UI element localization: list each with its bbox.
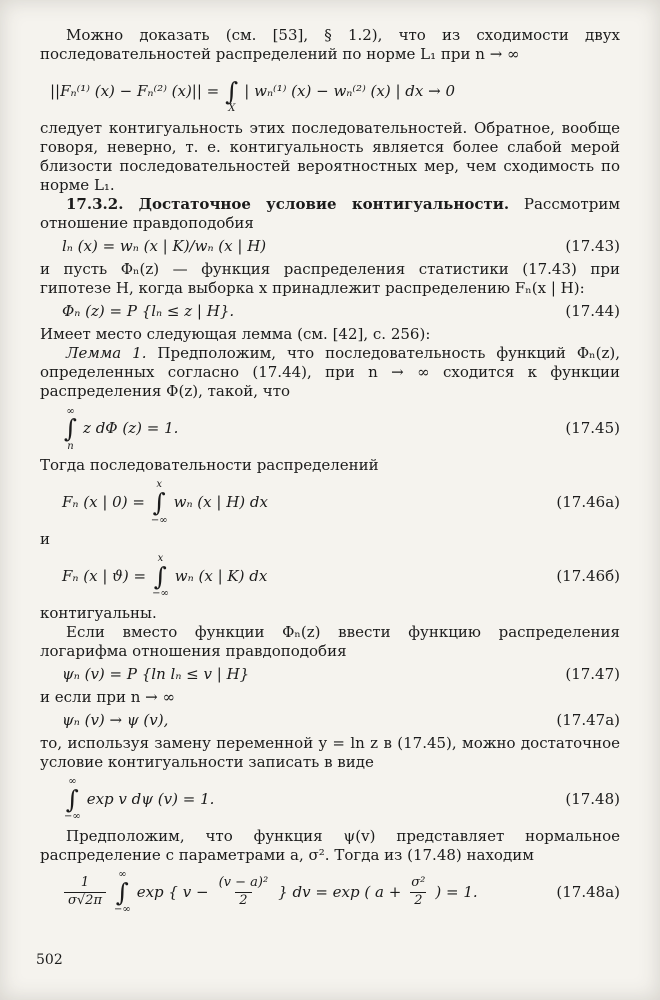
formula-17-46a [40, 479, 620, 526]
section-number-title: 17.3.2. Достаточное условие контигуальности. [66, 195, 510, 214]
integral-lower-limit: n [67, 440, 74, 452]
formula-17-47: ψₙ (v) = P {ln lₙ ≤ v | H} (17.47) [62, 664, 620, 683]
formula-lhs: Fₙ (x | ϑ) = [62, 566, 147, 585]
equation-number: (17.45) [565, 419, 620, 438]
equation-number: (17.47) [565, 664, 620, 683]
integral-lower-limit: −∞ [150, 514, 168, 526]
lemma-label: Лемма 1. [66, 344, 147, 363]
fraction-numerator: (v − a)² [218, 875, 269, 890]
paragraph-then: Тогда последовательности распределений [40, 456, 379, 475]
section-heading [40, 195, 620, 233]
formula-17-45 [40, 406, 620, 453]
formula-rhs: wₙ (x | K) dx [174, 566, 268, 585]
formula-lhs: Fₙ (x | 0) = [62, 493, 145, 512]
equation-number: (17.46б) [556, 566, 620, 585]
formula-17-48a [40, 869, 620, 916]
page-number: 502 [36, 952, 63, 969]
paragraph-lemma [40, 344, 620, 401]
formula-lhs: ||Fₙ⁽¹⁾ (x) − Fₙ⁽²⁾ (x)|| = [50, 81, 220, 100]
paragraph-normal-distribution: Предположим, что функция ψ(v) представляет нормальное распределение с параметрами a, σ². Тогда из (17.48) находим [40, 826, 620, 865]
paragraph-if-n: и если при n → ∞ [40, 688, 175, 707]
fraction-sigma [407, 876, 429, 909]
formula-17-48 [40, 776, 620, 823]
paragraph-phi-definition: и пусть Φₙ(z) — функция распределения статистики (17.43) при гипотезе H, когда выборка x принадлежит распределению Fₙ(x | H): [40, 260, 620, 298]
integral-lower-limit: −∞ [64, 811, 81, 823]
radicand: 2π [85, 892, 102, 908]
formula-rhs: exp v dψ (v) = 1. [86, 790, 215, 809]
formula-17-43: lₙ (x) = wₙ (x | K)/wₙ (x | H) (17.43) [62, 237, 620, 256]
equation-number: (17.44) [565, 302, 620, 321]
paragraph-contiguous: контигуальны. [40, 603, 157, 622]
fraction-numerator: σ² [411, 875, 426, 890]
integral-sign: ∞ ∫ n [64, 405, 78, 452]
integral-sign: x ∫ −∞ [152, 553, 169, 600]
paragraph-if-instead: Если вместо функции Φₙ(z) ввести функцию распределения логарифма отношения правдоподобия [40, 622, 620, 660]
integral-lower-limit: X [228, 103, 236, 115]
formula-17-46b [40, 553, 620, 600]
paragraph-contiguity: следует контигуальность этих последовательностей. Обратное, вообще говоря, неверно, т. е. контигуальность является более слабой мерой близости последовательностей вероятностных мер, чем сходимость по норме L₁. [40, 118, 620, 194]
fraction-coefficient [64, 876, 106, 909]
formula-17-47a: ψₙ (v) → ψ (v), (17.47а) [62, 711, 620, 730]
integral-upper-limit: x [157, 553, 164, 565]
integral-upper-limit: ∞ [118, 869, 127, 881]
formula-17-44: Φₙ (z) = P {lₙ ≤ z | H}. (17.44) [62, 302, 620, 321]
formula-end: ) = 1. [435, 882, 478, 901]
integral-upper-limit: x [156, 479, 163, 491]
formula-rhs: wₙ (x | H) dx [173, 493, 268, 512]
integral-upper-limit: ∞ [66, 405, 75, 417]
integral-sign: ∞ ∫ −∞ [114, 869, 131, 916]
lemma-text: Предположим, что последовательность функций Φₙ(z), определенных согласно (17.44), при n → ∞ сходится к функции распределения Φ(z), такой, что [40, 344, 620, 401]
formula-norm-convergence [40, 68, 620, 115]
fraction-denominator: σ√2π [64, 892, 106, 909]
integral-sign: ∞ ∫ −∞ [64, 776, 81, 823]
equation-number: (17.48а) [556, 882, 620, 901]
equation-number: (17.43) [565, 237, 620, 256]
fraction-numerator: 1 [80, 875, 90, 890]
equation-number: (17.46а) [556, 493, 620, 512]
integral-upper-limit: ∞ [68, 776, 77, 788]
formula-exp-open: exp { v − [136, 882, 209, 901]
equation-number: (17.47а) [556, 711, 620, 730]
fraction-denominator: 2 [410, 892, 426, 909]
paragraph-lemma-intro: Имеет место следующая лемма (см. [42], с. 256): [40, 325, 431, 344]
formula-rhs: | wₙ⁽¹⁾ (x) − wₙ⁽²⁾ (x) | dx → 0 [244, 81, 455, 100]
formula-middle: } dv = exp ( a + [278, 882, 402, 901]
paragraph-substitution: то, используя замену переменной y = ln z в (17.45), можно достаточное условие контигуальности записать в виде [40, 734, 620, 772]
fraction-denominator: 2 [235, 892, 251, 909]
fraction-exponent [215, 876, 273, 909]
equation-number: (17.48) [565, 790, 620, 809]
section-lead-text: Рассмотрим отношение правдоподобия [40, 195, 620, 233]
formula-rhs: z dΦ (z) = 1. [83, 419, 179, 438]
integral-lower-limit: −∞ [152, 588, 169, 600]
integral-lower-limit: −∞ [114, 904, 131, 916]
integral-sign: ∫ X [225, 68, 238, 115]
paragraph-intro: Можно доказать (см. [53], § 1.2), что из сходимости двух последовательностей распределений по норме L₁ при n → ∞ [40, 26, 620, 64]
integral-sign: x ∫ −∞ [150, 479, 168, 526]
paragraph-and: и [40, 530, 50, 549]
